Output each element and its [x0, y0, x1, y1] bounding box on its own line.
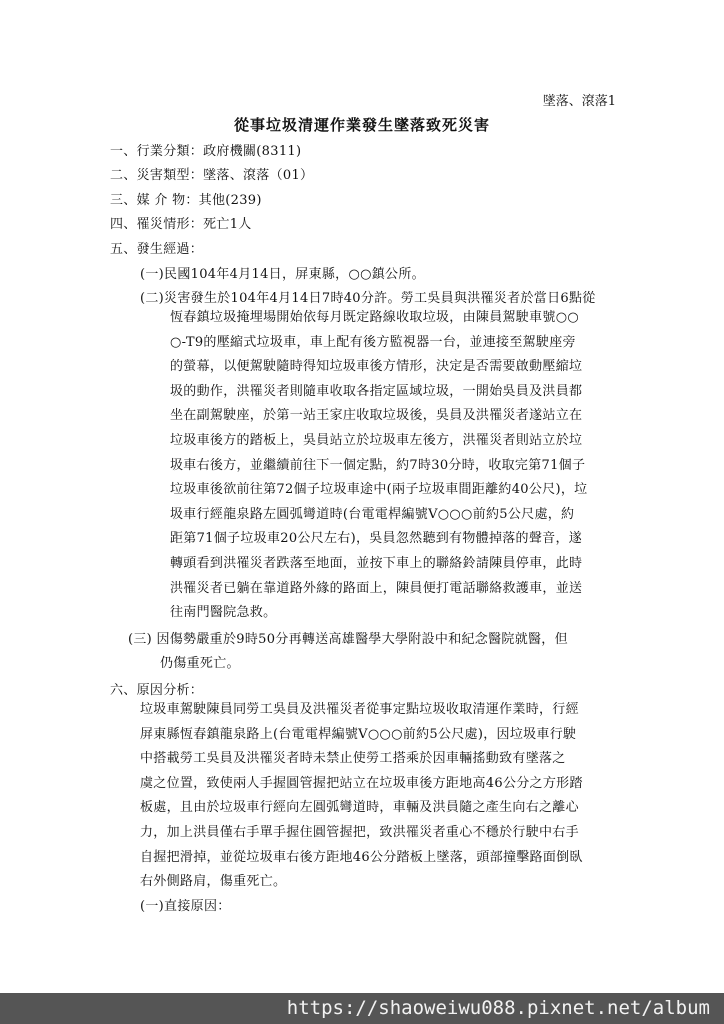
document-title: 從事垃圾清運作業發生墜落致死災害: [233, 116, 490, 134]
text-line: 板處，且由於垃圾車行經向左圓弧彎道時，車輛及洪員隨之產生向右之離心: [140, 800, 579, 816]
text-line: 圾車右後方，並繼續前往下一個定點，約7時30分時，收取完第71個子: [170, 457, 586, 473]
occurrence-sub3-head: (三) 因傷勢嚴重於9時50分再轉送高雄醫學大學附設中和紀念醫院就醫，但: [128, 632, 568, 647]
text-line: 恆春鎮垃圾掩埋場開始依每月既定路線收取垃圾，由陳員駕駛車號○○: [170, 310, 579, 325]
text-line: 圾的動作，洪罹災者則隨車收取各指定區域垃圾，一開始吳員及洪員都: [170, 383, 583, 399]
cause-direct-heading: (一)直接原因：: [140, 899, 231, 914]
text-line: 距第71個子垃圾車20公尺左右)，吳員忽然聽到有物體掉落的聲音，遂: [170, 531, 583, 547]
text-line: 自握把滑掉，並從垃圾車右後方距地46公分踏板上墜落，頭部撞擊路面倒臥: [140, 849, 583, 865]
text-line: 往南門醫院急救。: [170, 605, 277, 621]
item-industry: 一、行業分類：政府機關(8311): [110, 144, 302, 159]
occurrence-sub2-body: [170, 306, 587, 626]
text-line: 垃圾車後欲前往第72個子垃圾車途中(兩子垃圾車間距離約40公尺)，垃: [170, 482, 588, 498]
text-line: 屏東縣恆春鎮龍泉路上(台電電桿編號V○○○前約5公尺處)，因垃圾車行駛: [140, 726, 577, 742]
text-line: 洪罹災者已躺在靠道路外緣的路面上，陳員便打電話聯絡救護車，並送: [170, 580, 583, 596]
text-line: 垃圾車駕駛陳員同勞工吳員及洪罹災者從事定點垃圾收取清運作業時，行經: [140, 702, 579, 717]
occurrence-sub3-line: 仍傷重死亡。: [160, 656, 240, 671]
occurrence-sub2-head: (二)災害發生於104年4月14日7時40分許。勞工吳員與洪罹災者於當日6點從: [140, 291, 596, 306]
text-line: ○-T9的壓縮式垃圾車，車上配有後方監視器一台，並連接至駕駛座旁: [170, 334, 576, 350]
text-line: 圾車行經龍泉路左圓弧彎道時(台電電桿編號V○○○前約5公尺處，約: [170, 506, 575, 522]
item-casualty: 四、罹災情形：死亡1人: [110, 217, 252, 232]
text-line: 虞之位置，致使兩人手握圓管握把站立在垃圾車後方距地高46公分之方形踏: [140, 775, 583, 791]
item-medium: 三、媒 介 物：其他(239): [110, 193, 262, 208]
cause-body: [140, 698, 583, 895]
text-line: 轉頭看到洪罹災者跌落至地面，並按下車上的聯絡鈴請陳員停車，此時: [170, 555, 583, 571]
text-line: 垃圾車後方的踏板上，吳員站立於垃圾車左後方，洪罹災者則站立於垃: [170, 432, 583, 448]
text-line: 中搭載勞工吳員及洪罹災者時未禁止使勞工搭乘於因車輛搖動致有墜落之: [140, 751, 566, 767]
text-line: 力，加上洪員僅右手單手握住圓管握把，致洪罹災者重心不穩於行駛中右手: [140, 824, 579, 840]
page-header-tag: 墜落、滾落1: [542, 94, 616, 109]
text-line: 的螢幕，以便駕駛隨時得知垃圾車後方情形，決定是否需要啟動壓縮垃: [170, 359, 583, 375]
cause-heading: 六、原因分析：: [110, 683, 204, 698]
text-line: 坐在副駕駛座，於第一站王家庄收取垃圾後，吳員及洪罹災者遂站立在: [170, 408, 583, 424]
watermark-url-bar: [0, 993, 724, 1024]
text-line: 右外側路肩，傷重死亡。: [140, 874, 287, 890]
watermark-url: https://shaoweiwu088.pixnet.net/album: [286, 997, 710, 1019]
item-disaster-type: 二、災害類型：墜落、滾落（01）: [110, 168, 314, 183]
item-occurrence-heading: 五、發生經過：: [110, 242, 204, 257]
occurrence-sub1: (一)民國104年4月14日，屏東縣，○○鎮公所。: [140, 267, 425, 282]
